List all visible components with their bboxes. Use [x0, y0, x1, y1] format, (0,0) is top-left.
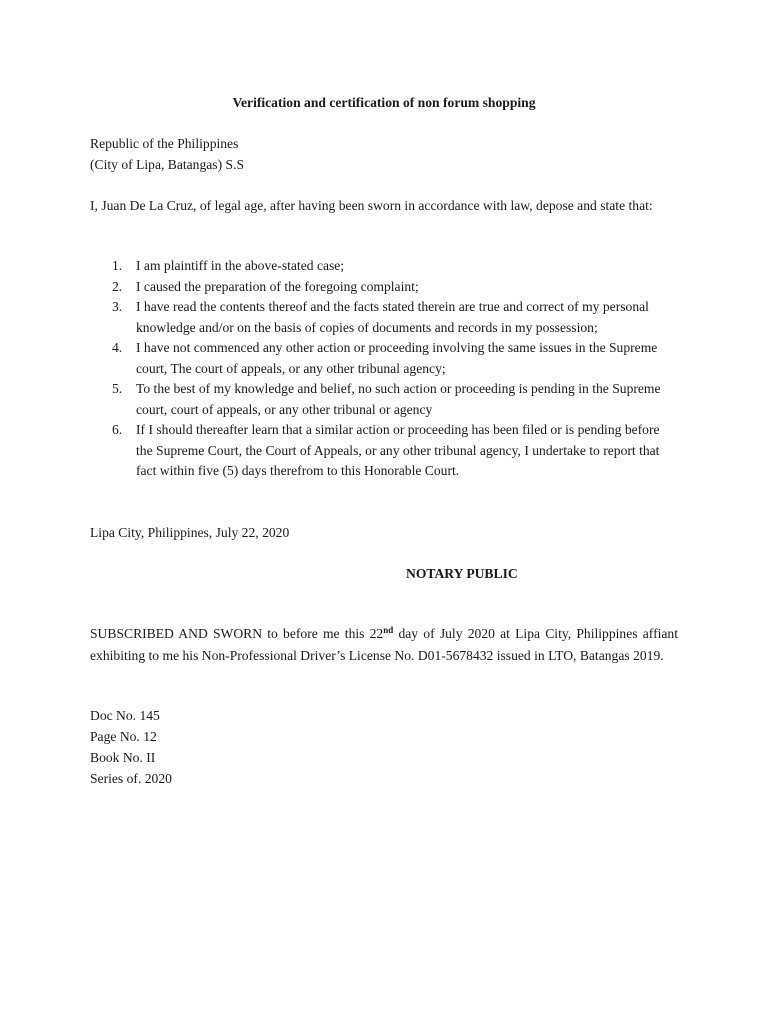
book-number: Book No. II	[90, 750, 156, 765]
page-number: Page No. 12	[90, 729, 157, 744]
list-item-number: 2.	[112, 278, 123, 294]
jurat-text-end: day of July 2020 at Lipa City, Philippines affiant exhibiting to me his Non-Professional Driver’s License No. D01-5678432 issued in LTO, Batangas 2019.	[90, 626, 678, 663]
venue-city: (City of Lipa, Batangas) S.S	[90, 157, 245, 172]
day-ordinal-suffix: nd	[383, 625, 394, 635]
list-item-text: I caused the preparation of the foregoing complaint;	[136, 278, 419, 294]
list-item-number: 5.	[112, 381, 123, 396]
statement-list	[90, 256, 670, 482]
list-item	[90, 256, 670, 277]
list-item-text: I have read the contents thereof and the facts stated therein are true and correct of my personal knowledge and/or on the basis of copies of documents and records in my possession;	[136, 299, 649, 335]
list-item-number: 3.	[112, 299, 123, 314]
doc-number: Doc No. 145	[90, 708, 160, 723]
list-item-text: I am plaintiff in the above-stated case;	[136, 258, 345, 273]
document-title: Verification and certification of non forum shopping	[232, 95, 536, 110]
intro-paragraph: I, Juan De La Cruz, of legal age, after having been sworn in accordance with law, depose and state that:	[90, 198, 653, 213]
list-item	[90, 297, 670, 338]
series-year: Series of. 2020	[90, 771, 172, 786]
list-item-number: 4.	[112, 340, 123, 355]
list-item	[90, 338, 670, 379]
notary-heading: NOTARY PUBLIC	[406, 566, 518, 581]
list-item-text: I have not commenced any other action or proceeding involving the same issues in the Supreme court, The court of appeals, or any other tribunal agency;	[136, 340, 658, 376]
jurat-text-start: SUBSCRIBED AND SWORN to before me this 22	[90, 626, 384, 641]
list-item-number: 6.	[112, 422, 123, 437]
list-item-text: To the best of my knowledge and belief, no such action or proceeding is pending in the Supreme court, court of appeals, or any other tribunal or agency	[136, 381, 661, 417]
list-item-number: 1.	[112, 258, 123, 273]
place-and-date: Lipa City, Philippines, July 22, 2020	[90, 525, 290, 540]
jurat-paragraph	[90, 623, 678, 666]
list-item-text: If I should thereafter learn that a similar action or proceeding has been filed or is pending before the Supreme Court, the Court of Appeals, or any other tribunal agency, I undertake to report that fact within five (5) days therefrom to this Honorable Court.	[136, 422, 660, 478]
venue-country: Republic of the Philippines	[90, 136, 239, 151]
notarial-register	[90, 705, 172, 789]
list-item	[90, 277, 670, 298]
list-item	[90, 379, 670, 420]
list-item	[90, 420, 670, 482]
